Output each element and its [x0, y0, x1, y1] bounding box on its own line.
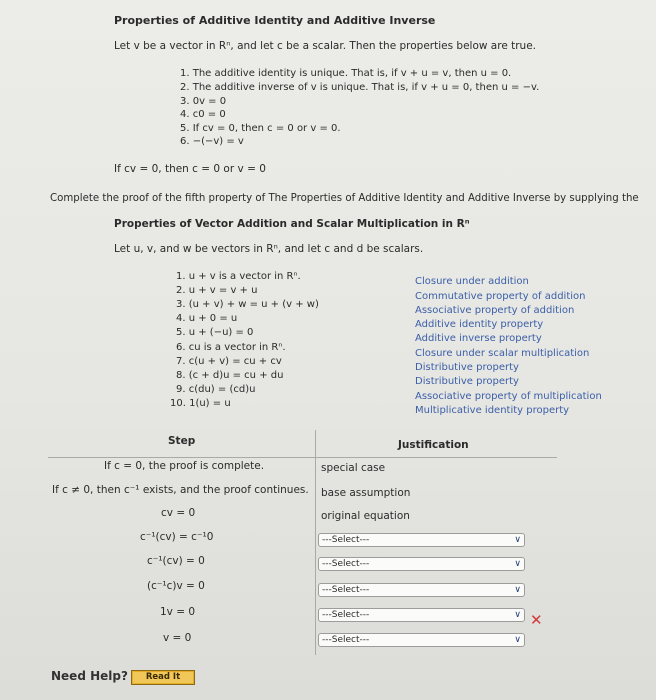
justification-item: Additive identity property [415, 319, 544, 330]
vector-property-item: 2. u + v = v + u [176, 285, 258, 296]
justification-item: Distributive property [415, 362, 519, 373]
justification-cell: base assumption [321, 487, 411, 499]
read-it-label: Read It [133, 672, 193, 683]
property-item: 1. The additive identity is unique. That is, if v + u = v, then u = 0. [180, 68, 512, 79]
incorrect-x-icon: ✕ [530, 611, 543, 629]
vector-property-item: 9. c(du) = (cd)u [176, 384, 256, 395]
chevron-down-icon: ∨ [514, 585, 521, 595]
justification-cell: special case [321, 462, 386, 474]
property-item: 5. If cv = 0, then c = 0 or v = 0. [180, 123, 341, 134]
justification-item: Associative property of addition [415, 305, 575, 316]
step-cell: If c = 0, the proof is complete. [104, 460, 265, 472]
justification-cell: original equation [321, 510, 410, 522]
table-header-step: Step [168, 435, 196, 447]
chevron-down-icon: ∨ [514, 559, 521, 569]
justification-item: Closure under scalar multiplication [415, 348, 590, 359]
select-label: ---Select--- [322, 610, 370, 620]
step-cell: c⁻¹(cv) = 0 [147, 555, 205, 567]
justification-item: Multiplicative identity property [415, 405, 570, 416]
table-column-divider [315, 430, 316, 655]
vector-property-item: 5. u + (−u) = 0 [176, 327, 254, 338]
justification-item: Distributive property [415, 376, 519, 387]
vector-property-item: 10. 1(u) = u [170, 398, 231, 409]
select-label: ---Select--- [322, 635, 370, 645]
justification-item: Closure under addition [415, 276, 529, 287]
section-title: Properties of Additive Identity and Additive Inverse [114, 14, 436, 27]
select-label: ---Select--- [322, 559, 370, 569]
intro-text: Let v be a vector in Rⁿ, and let c be a scalar. Then the properties below are true. [114, 40, 537, 52]
step-cell: c⁻¹(cv) = c⁻¹0 [140, 531, 214, 543]
step-cell: (c⁻¹c)v = 0 [147, 580, 205, 592]
select-label: ---Select--- [322, 585, 370, 595]
vector-property-item: 6. cu is a vector in Rⁿ. [176, 342, 286, 353]
vector-property-item: 7. c(u + v) = cu + cv [176, 356, 282, 367]
justification-select[interactable] [318, 583, 525, 597]
instruction-text: Complete the proof of the fifth property of The Properties of Additive Identity and Additive Inverse by supplying the [50, 193, 639, 204]
select-label: ---Select--- [322, 535, 370, 545]
need-help-label: Need Help? [51, 669, 128, 683]
statement: If cv = 0, then c = 0 or v = 0 [114, 163, 266, 175]
property-item: 2. The additive inverse of v is unique. That is, if v + u = 0, then u = −v. [180, 82, 540, 93]
chevron-down-icon: ∨ [514, 610, 521, 620]
step-cell: v = 0 [163, 632, 192, 644]
table-header-divider [48, 457, 557, 458]
vector-property-item: 3. (u + v) + w = u + (v + w) [176, 299, 319, 310]
table-header-justification: Justification [398, 439, 469, 451]
justification-select[interactable] [318, 608, 525, 622]
vector-property-item: 8. (c + d)u = cu + du [176, 370, 284, 381]
justification-select[interactable] [318, 633, 525, 647]
justification-select[interactable] [318, 557, 525, 571]
vector-intro: Let u, v, and w be vectors in Rⁿ, and let c and d be scalars. [114, 243, 424, 255]
property-item: 6. −(−v) = v [180, 136, 244, 147]
chevron-down-icon: ∨ [514, 535, 521, 545]
vector-property-item: 4. u + 0 = u [176, 313, 238, 324]
read-it-button[interactable] [131, 670, 195, 685]
property-item: 4. c0 = 0 [180, 109, 226, 120]
vector-property-item: 1. u + v is a vector in Rⁿ. [176, 271, 301, 282]
justification-item: Additive inverse property [415, 333, 542, 344]
step-cell: 1v = 0 [160, 606, 196, 618]
justification-item: Associative property of multiplication [415, 391, 602, 402]
chevron-down-icon: ∨ [514, 635, 521, 645]
justification-select[interactable] [318, 533, 525, 547]
step-cell: If c ≠ 0, then c⁻¹ exists, and the proof continues. [52, 484, 309, 496]
step-cell: cv = 0 [161, 507, 196, 519]
justification-item: Commutative property of addition [415, 291, 586, 302]
property-item: 3. 0v = 0 [180, 96, 227, 107]
vector-properties-title: Properties of Vector Addition and Scalar Multiplication in Rⁿ [114, 218, 470, 230]
